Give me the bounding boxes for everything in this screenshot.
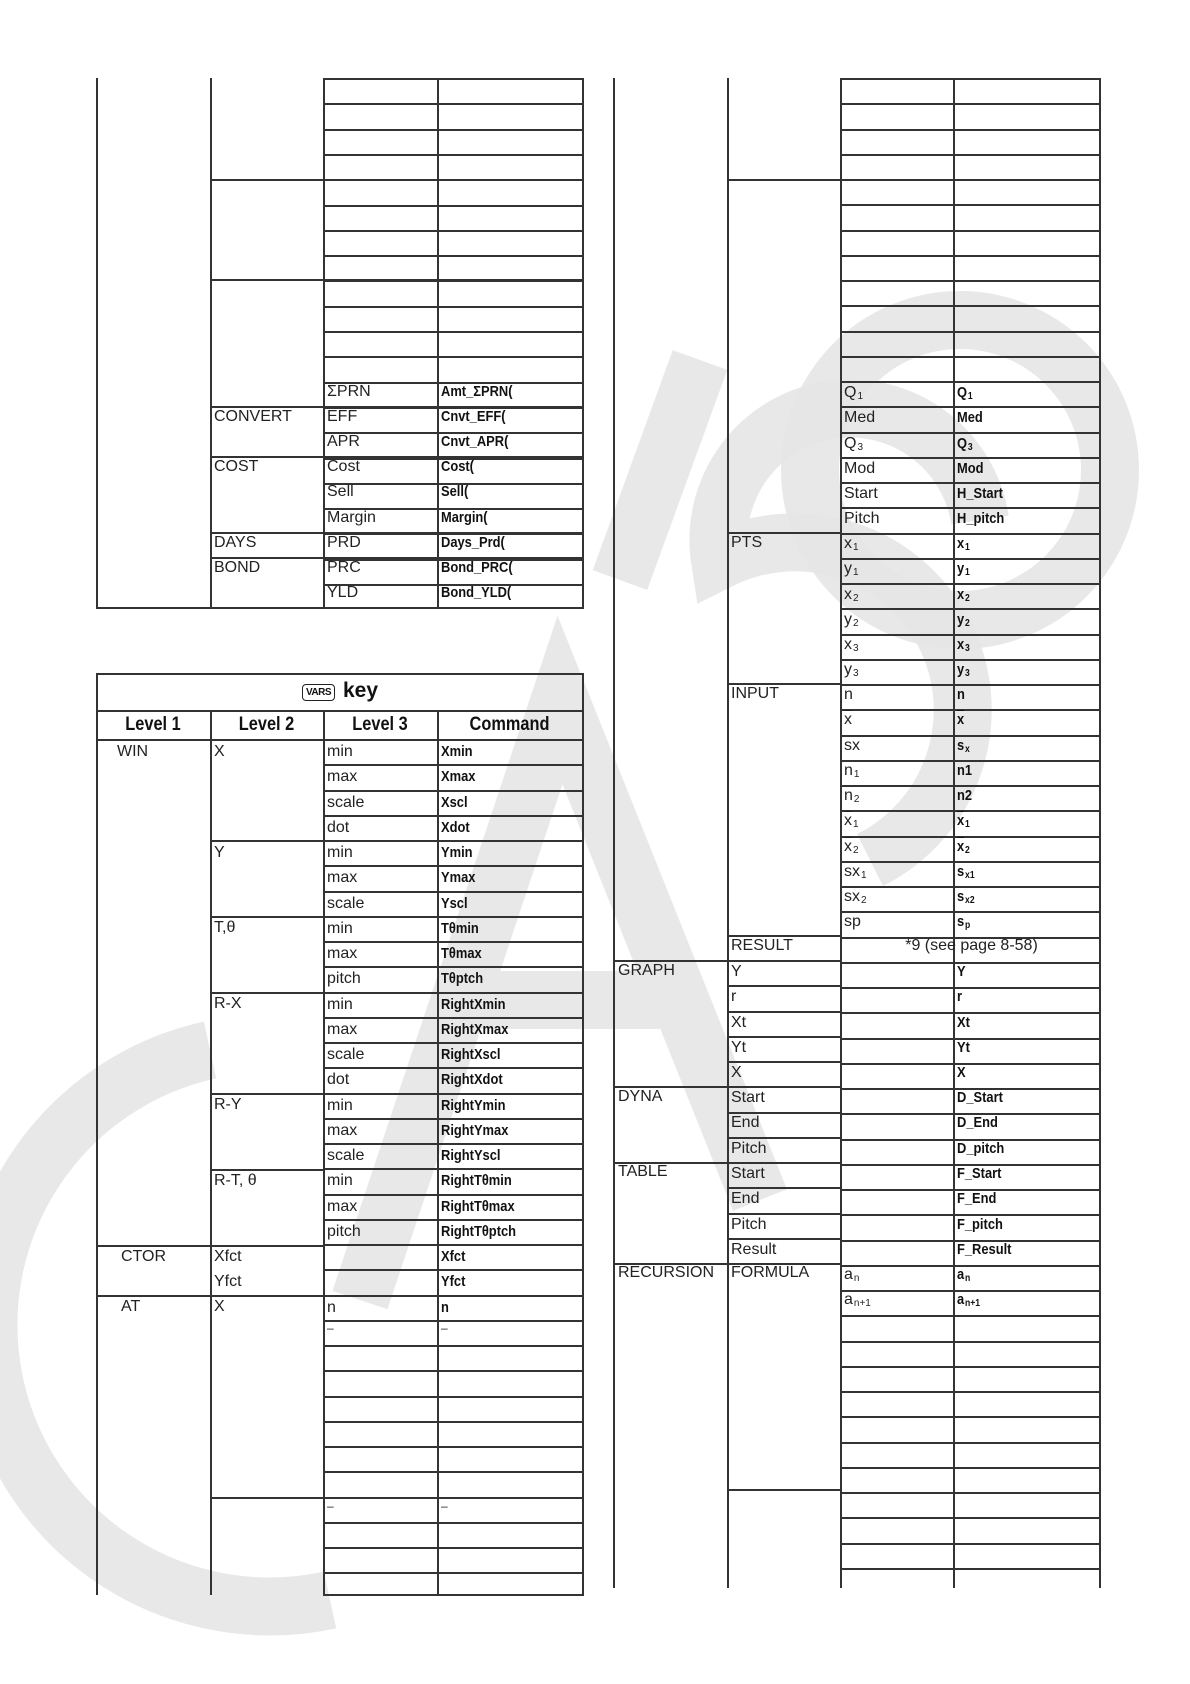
ul-command-bond-yld: Bond_YLD( bbox=[441, 584, 512, 601]
level1-dyna: DYNA bbox=[618, 1088, 663, 1105]
ul-level3-sprn: ΣPRN bbox=[327, 383, 371, 400]
table-rule bbox=[840, 836, 1101, 838]
table-rule bbox=[840, 659, 1101, 661]
command-cell: $x_2$ bbox=[957, 586, 970, 604]
ul-command-cnvt-eff: Cnvt_EFF( bbox=[441, 408, 506, 425]
overline-mark: – bbox=[441, 1499, 448, 1513]
command-cell: H_pitch bbox=[957, 510, 1005, 527]
level3-cell: $sx_2$ bbox=[844, 888, 867, 906]
level2-cell: End bbox=[731, 1190, 760, 1207]
table-rule bbox=[96, 1295, 210, 1297]
table-rule bbox=[323, 356, 584, 358]
command-cell: X bbox=[957, 1064, 966, 1081]
ul-command-bond-prc: Bond_PRC( bbox=[441, 559, 513, 576]
command-cell: F_Result bbox=[957, 1241, 1012, 1258]
level3-cell: $x_2$ bbox=[844, 586, 859, 604]
level2-x: X bbox=[214, 743, 225, 760]
table-rule bbox=[323, 790, 584, 792]
table-rule bbox=[840, 1543, 1101, 1545]
level3-cell: max bbox=[327, 768, 358, 785]
command-cell: $x_3$ bbox=[957, 636, 970, 654]
table-rule bbox=[323, 1497, 584, 1499]
ul-command-cnvt-apr: Cnvt_APR( bbox=[441, 433, 509, 450]
table-rule bbox=[323, 815, 584, 817]
command-cell: Yscl bbox=[441, 895, 468, 912]
table-rule bbox=[840, 204, 1101, 206]
table-rule bbox=[840, 558, 1101, 560]
ul-level3-cost: Cost bbox=[327, 458, 360, 475]
command-cell: $Q_3$ bbox=[957, 435, 973, 453]
command-cell: RightYscl bbox=[441, 1147, 501, 1164]
ul-level2-convert: CONVERT bbox=[214, 408, 292, 425]
table-rule bbox=[840, 1038, 1101, 1040]
table-rule bbox=[323, 764, 584, 766]
command-cell: H_Start bbox=[957, 485, 1003, 502]
table-rule bbox=[840, 583, 1101, 585]
table-rule bbox=[840, 1265, 1101, 1267]
command-cell: $y_3$ bbox=[957, 661, 970, 679]
level2-cell: Xt bbox=[731, 1014, 747, 1031]
level3-cell: $\overline{x}_2$ bbox=[844, 838, 859, 856]
table-rule bbox=[323, 331, 584, 333]
table-rule bbox=[840, 356, 1101, 358]
table-rule bbox=[840, 230, 1101, 232]
table-rule bbox=[323, 1471, 584, 1473]
command-cell: Tθptch bbox=[441, 970, 484, 987]
table-rule bbox=[323, 1295, 584, 1297]
table-rule bbox=[840, 305, 1101, 307]
table-rule bbox=[840, 179, 1101, 181]
level3-cell: $\overline{x}_1$ bbox=[844, 812, 859, 830]
level2-cell: X bbox=[731, 1064, 742, 1081]
command-cell: $\overline{x}_2$ bbox=[957, 838, 970, 856]
level3-cell: Mod bbox=[844, 460, 876, 477]
table-rule bbox=[323, 1396, 584, 1398]
level3-cell: Pitch bbox=[844, 510, 880, 527]
table-rule bbox=[727, 1489, 840, 1491]
level2-xfct: Xfct bbox=[214, 1248, 242, 1265]
command-cell: RightYmax bbox=[441, 1122, 509, 1139]
ul-level3-prc: PRC bbox=[327, 559, 361, 576]
level3-cell: n bbox=[844, 686, 853, 703]
level3-cell: max bbox=[327, 1122, 358, 1139]
command-cell: $s_p$ bbox=[957, 913, 971, 931]
table-rule bbox=[840, 735, 1101, 737]
command-cell: $a_{n+1}$ bbox=[957, 1291, 981, 1309]
command-cell: $\overline{x}$ bbox=[957, 711, 965, 728]
table-rule bbox=[840, 154, 1101, 156]
ul-level2-days: DAYS bbox=[214, 534, 257, 551]
table-rule bbox=[323, 1067, 584, 1069]
table-rule bbox=[840, 1416, 1101, 1418]
header-command: Command bbox=[469, 714, 550, 735]
command-cell: F_End bbox=[957, 1190, 997, 1207]
ul-level3-prd: PRD bbox=[327, 534, 361, 551]
table-rule bbox=[323, 1370, 584, 1372]
command-cell: n bbox=[957, 686, 965, 703]
table-rule bbox=[840, 1341, 1101, 1343]
table-rule bbox=[840, 1315, 1101, 1317]
level3-cell: min bbox=[327, 996, 353, 1013]
table-rule bbox=[840, 911, 1101, 913]
table-rule bbox=[840, 331, 1101, 333]
ul-level2-bond: BOND bbox=[214, 559, 261, 576]
command-cell: Xmax bbox=[441, 768, 476, 785]
command-cell: n2 bbox=[957, 787, 973, 804]
ul-command-margin: Margin( bbox=[441, 509, 488, 526]
level3-cell: $a_{n+1}$ bbox=[844, 1291, 871, 1309]
table-rule bbox=[323, 1118, 584, 1120]
table-rule bbox=[210, 840, 323, 842]
table-rule bbox=[840, 255, 1101, 257]
table-rule bbox=[323, 205, 584, 207]
table-rule bbox=[323, 941, 584, 943]
level3-cell: $sx_1$ bbox=[844, 863, 867, 881]
table-rule bbox=[323, 78, 584, 80]
command-cell: Y bbox=[957, 963, 966, 980]
ul-level3-sell: Sell bbox=[327, 483, 354, 500]
command-cell: Yfct bbox=[441, 1273, 466, 1290]
level2-r-t-theta: R-T, θ bbox=[214, 1172, 257, 1189]
ul-level3-margin: Margin bbox=[327, 509, 376, 526]
level3-cell: max bbox=[327, 1021, 358, 1038]
command-cell: RightXscl bbox=[441, 1046, 501, 1063]
level2-cell: Start bbox=[731, 1165, 765, 1182]
header-level3: Level 3 bbox=[352, 714, 408, 735]
level1-graph: GRAPH bbox=[618, 962, 675, 979]
level1-stat: AT bbox=[121, 1298, 141, 1315]
level3-cell: min bbox=[327, 743, 353, 760]
table-rule bbox=[323, 306, 584, 308]
table-rule bbox=[323, 992, 584, 994]
level3-cell: max bbox=[327, 945, 358, 962]
vars-key-icon: VARS bbox=[302, 684, 335, 701]
table-rule bbox=[323, 739, 584, 741]
command-cell: Tθmax bbox=[441, 945, 482, 962]
table-rule bbox=[323, 230, 584, 232]
command-cell: Xscl bbox=[441, 794, 468, 811]
ul-command-sell: Sell( bbox=[441, 483, 469, 500]
command-cell: RightTθmin bbox=[441, 1172, 512, 1189]
level2-result: RESULT bbox=[731, 937, 793, 954]
ul-level3-apr: APR bbox=[327, 433, 360, 450]
command-cell: RightTθmax bbox=[441, 1198, 515, 1215]
level2-cell: Yt bbox=[731, 1039, 747, 1056]
table-rule bbox=[323, 916, 584, 918]
level3-cell: $\overline{x}$ bbox=[844, 711, 852, 728]
table-rule bbox=[840, 987, 1101, 989]
level1-table: TABLE bbox=[618, 1163, 668, 1180]
table-rule bbox=[323, 1093, 584, 1095]
table-rule bbox=[210, 1295, 323, 1297]
table-rule bbox=[840, 129, 1101, 131]
table-rule bbox=[323, 840, 584, 842]
header-level1: Level 1 bbox=[125, 714, 181, 735]
level3-cell: sp bbox=[844, 913, 861, 930]
level3-cell: max bbox=[327, 1198, 358, 1215]
table-rule bbox=[323, 1446, 584, 1448]
command-cell: D_End bbox=[957, 1114, 998, 1131]
ul-command-days-prd: Days_Prd( bbox=[441, 534, 505, 551]
overline-mark: – bbox=[327, 1499, 334, 1513]
command-cell: $Q_1$ bbox=[957, 384, 973, 402]
command-cell: RightXdot bbox=[441, 1071, 503, 1088]
command-cell: Xt bbox=[957, 1014, 970, 1031]
overline-mark: – bbox=[441, 1321, 448, 1335]
table-rule bbox=[323, 1522, 584, 1524]
level3-cell: $y_1$ bbox=[844, 560, 859, 578]
command-cell: D_Start bbox=[957, 1089, 1003, 1106]
header-level2: Level 2 bbox=[238, 714, 295, 735]
level2-r-x: R-X bbox=[214, 995, 242, 1012]
level3-cell: $y_3$ bbox=[844, 661, 859, 679]
table-rule bbox=[323, 129, 584, 131]
level3-cell: min bbox=[327, 1097, 353, 1114]
level3-cell: Start bbox=[844, 485, 878, 502]
level3-cell: scale bbox=[327, 895, 365, 912]
table-rule bbox=[323, 1345, 584, 1347]
level2-cell: Pitch bbox=[731, 1140, 767, 1157]
table-rule bbox=[840, 1442, 1101, 1444]
level3-cell: pitch bbox=[327, 1223, 361, 1240]
table-rule bbox=[323, 865, 584, 867]
command-cell: Mod bbox=[957, 460, 984, 477]
table-rule bbox=[323, 1168, 584, 1170]
level3-cell: $Q_3$ bbox=[844, 435, 864, 453]
table-rule bbox=[840, 78, 1101, 80]
level3-cell: scale bbox=[327, 1046, 365, 1063]
level2-cell: Y bbox=[731, 963, 742, 980]
level3-cell: scale bbox=[327, 794, 365, 811]
table-rule bbox=[840, 962, 1101, 964]
level2-t-theta: T,θ bbox=[214, 919, 236, 936]
level3-cell: dot bbox=[327, 1071, 350, 1088]
level2-r-y: R-Y bbox=[214, 1096, 242, 1113]
table-rule bbox=[840, 1492, 1101, 1494]
vars-title-text: key bbox=[343, 679, 379, 702]
level3-cell: $x_3$ bbox=[844, 636, 859, 654]
table-rule bbox=[840, 1467, 1101, 1469]
ul-command-cost: Cost( bbox=[441, 458, 474, 475]
command-cell: Ymin bbox=[441, 844, 473, 861]
command-cell: $s_{x1}$ bbox=[957, 863, 975, 881]
command-cell: r bbox=[957, 988, 963, 1005]
table-rule bbox=[323, 1244, 584, 1246]
table-rule bbox=[840, 103, 1101, 105]
table-rule bbox=[323, 1143, 584, 1145]
command-cell: RightYmin bbox=[441, 1097, 506, 1114]
command-cell: Ymax bbox=[441, 869, 476, 886]
table-rule bbox=[323, 966, 584, 968]
level3-cell: Med bbox=[844, 409, 876, 426]
level3-cell: min bbox=[327, 844, 353, 861]
table-rule bbox=[323, 1269, 584, 1271]
command-cell: n bbox=[441, 1299, 449, 1316]
command-cell: Xdot bbox=[441, 819, 470, 836]
command-cell: RightXmax bbox=[441, 1021, 509, 1038]
table-rule bbox=[323, 255, 584, 257]
table-rule bbox=[840, 1391, 1101, 1393]
level2-yfct: Yfct bbox=[214, 1273, 242, 1290]
level3-cell: $x_1$ bbox=[844, 535, 859, 553]
level1-win: WIN bbox=[117, 743, 149, 760]
table-rule bbox=[323, 1572, 584, 1574]
level2-cell: End bbox=[731, 1114, 760, 1131]
command-cell: $\overline{x}_1$ bbox=[957, 812, 970, 830]
level3-cell: min bbox=[327, 920, 353, 937]
level1-factor: CTOR bbox=[121, 1248, 167, 1265]
table-rule bbox=[840, 634, 1101, 636]
level3-cell: $n_1$ bbox=[844, 762, 860, 780]
command-cell: $y_2$ bbox=[957, 611, 970, 629]
table-rule bbox=[840, 810, 1101, 812]
command-cell: Xmin bbox=[441, 743, 473, 760]
table-rule bbox=[210, 1497, 323, 1499]
table-rule bbox=[840, 1012, 1101, 1014]
table-rule bbox=[840, 280, 1101, 282]
level1-recursion: RECURSION bbox=[618, 1264, 715, 1281]
level3-cell: pitch bbox=[327, 970, 361, 987]
level3-cell: sx bbox=[844, 737, 860, 754]
table-rule bbox=[840, 684, 1101, 686]
command-cell: RightXmin bbox=[441, 996, 506, 1013]
level2-y: Y bbox=[214, 844, 225, 861]
table-rule bbox=[323, 1219, 584, 1221]
ul-level2-cost: COST bbox=[214, 458, 259, 475]
command-cell: Tθmin bbox=[441, 920, 479, 937]
table-rule bbox=[323, 891, 584, 893]
level3-cell: min bbox=[327, 1172, 353, 1189]
overline-mark: – bbox=[327, 1321, 334, 1335]
table-rule bbox=[840, 709, 1101, 711]
ul-level3-yld: YLD bbox=[327, 584, 359, 601]
table-rule bbox=[840, 533, 1101, 535]
table-rule bbox=[840, 1366, 1101, 1368]
level3-cell: scale bbox=[327, 1147, 365, 1164]
level2-formula: FORMULA bbox=[731, 1264, 810, 1281]
table-rule bbox=[840, 1063, 1101, 1065]
level2-cell: Pitch bbox=[731, 1216, 767, 1233]
table-rule bbox=[323, 1421, 584, 1423]
table-rule bbox=[840, 608, 1101, 610]
command-cell: $y_1$ bbox=[957, 560, 970, 578]
level2-cell: Start bbox=[731, 1089, 765, 1106]
table-rule bbox=[323, 1320, 584, 1322]
level2-cell: Result bbox=[731, 1241, 777, 1258]
command-cell: $x_1$ bbox=[957, 535, 970, 553]
command-cell: D_pitch bbox=[957, 1140, 1005, 1157]
level2-input: INPUT bbox=[731, 685, 779, 702]
table-rule bbox=[323, 1017, 584, 1019]
result-note: *9 (see page 8-58) bbox=[905, 937, 1038, 954]
command-cell: Yt bbox=[957, 1039, 970, 1056]
table-rule bbox=[840, 1568, 1101, 1570]
level3-cell: $Q_1$ bbox=[844, 384, 864, 402]
level3-cell: n bbox=[327, 1299, 336, 1316]
table-rule bbox=[323, 1042, 584, 1044]
command-cell: $s_x$ bbox=[957, 737, 970, 755]
level3-cell: dot bbox=[327, 819, 350, 836]
level3-cell: max bbox=[327, 869, 358, 886]
table-rule bbox=[727, 1061, 840, 1063]
command-cell: $s_{x2}$ bbox=[957, 888, 975, 906]
command-cell: n1 bbox=[957, 762, 973, 779]
table-rule bbox=[727, 985, 840, 987]
vars-table-title bbox=[96, 679, 584, 703]
ul-command-amt-sprn: Amt_ΣPRN( bbox=[441, 383, 513, 400]
level2-pts: PTS bbox=[731, 534, 763, 551]
table-rule bbox=[323, 103, 584, 105]
table-rule bbox=[727, 179, 840, 181]
level2-stat-x: X bbox=[214, 1298, 225, 1315]
level3-cell: $n_2$ bbox=[844, 787, 860, 805]
table-rule bbox=[840, 1517, 1101, 1519]
table-rule bbox=[727, 960, 840, 962]
command-cell: F_Start bbox=[957, 1165, 1002, 1182]
table-rule bbox=[323, 1547, 584, 1549]
table-rule bbox=[323, 1194, 584, 1196]
command-cell: $a_n$ bbox=[957, 1266, 971, 1284]
command-cell: Med bbox=[957, 409, 983, 426]
command-cell: RightTθptch bbox=[441, 1223, 517, 1240]
ul-level3-eff: EFF bbox=[327, 408, 358, 425]
table-rule bbox=[323, 154, 584, 156]
command-cell: Xfct bbox=[441, 1248, 466, 1265]
level3-cell: $a_n$ bbox=[844, 1266, 860, 1284]
level2-cell: r bbox=[731, 988, 737, 1005]
level3-cell: $y_2$ bbox=[844, 611, 859, 629]
command-cell: F_pitch bbox=[957, 1216, 1003, 1233]
